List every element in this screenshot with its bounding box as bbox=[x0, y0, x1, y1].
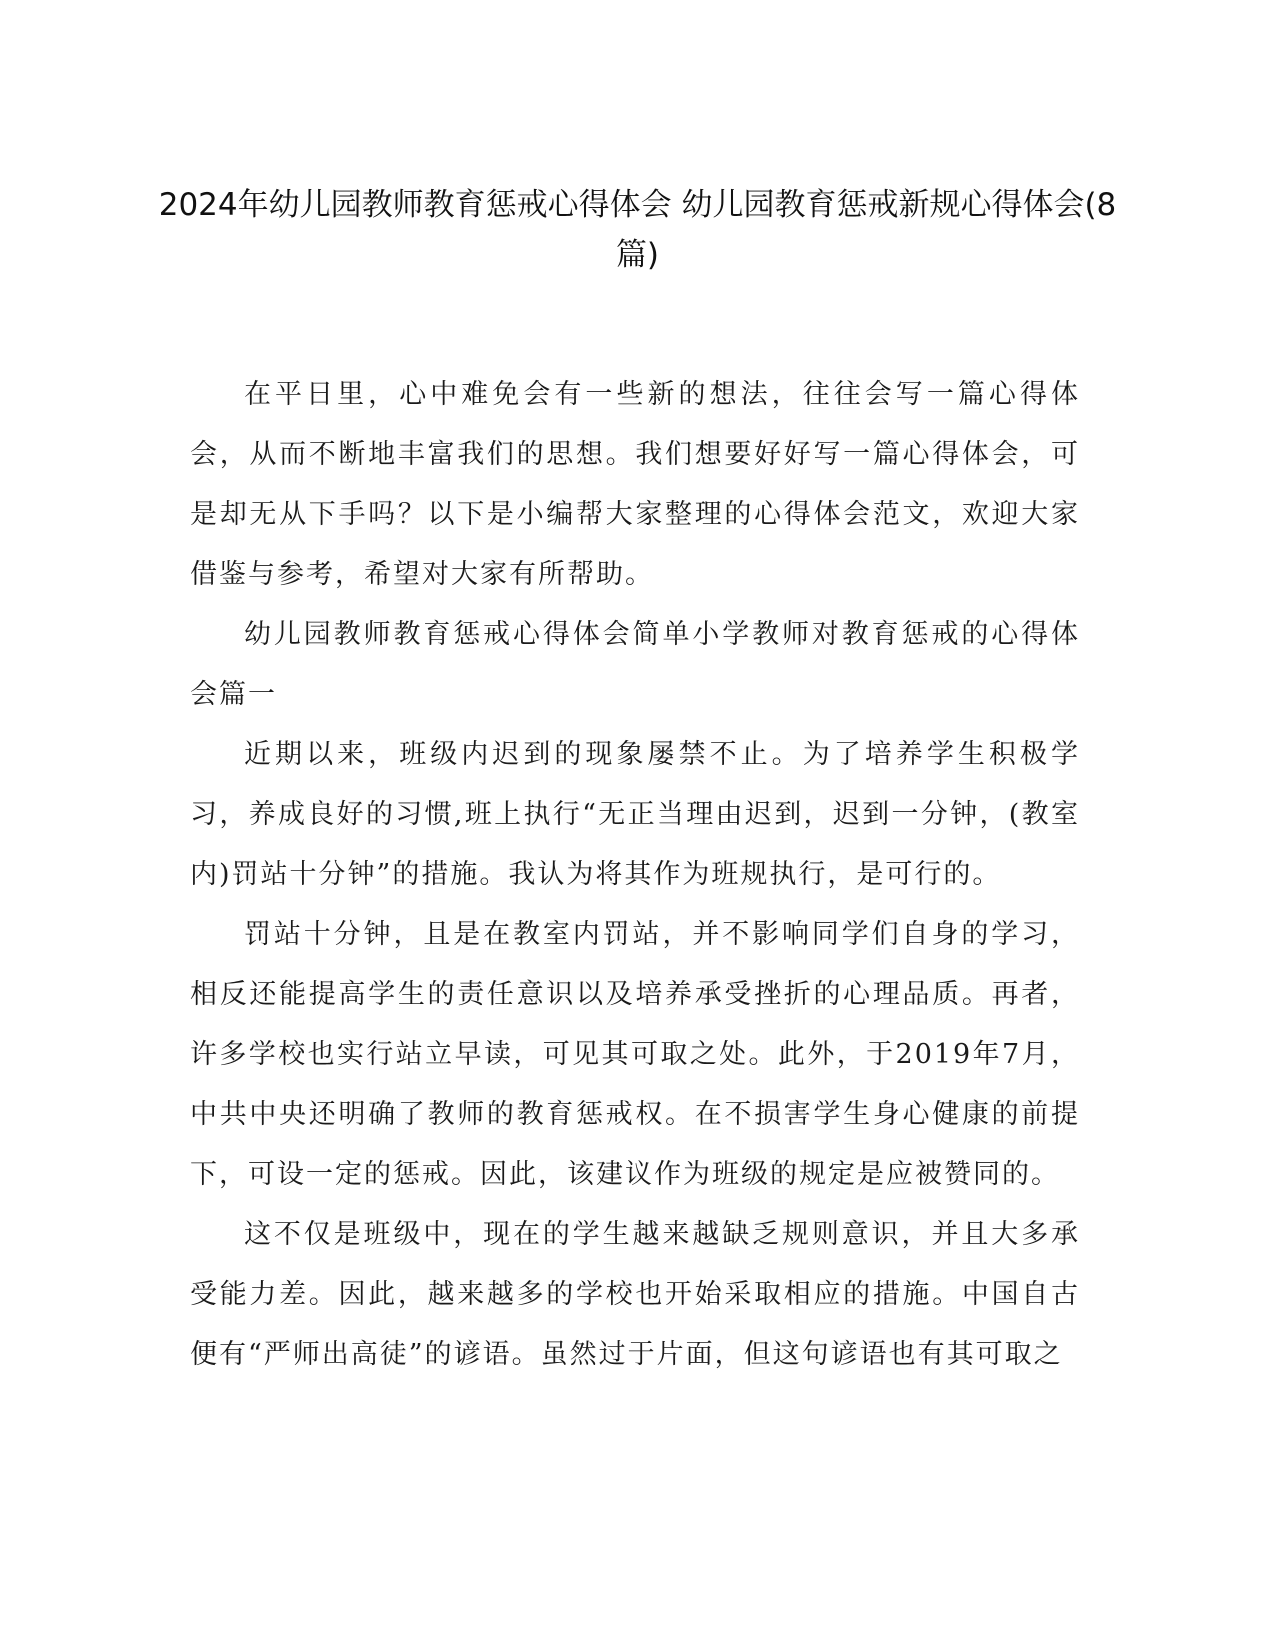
document-body bbox=[190, 365, 1080, 1385]
paragraph-lateness: 近期以来，班级内迟到的现象屡禁不止。为了培养学生积极学习，养成良好的习惯,班上执行“无正当理由迟到，迟到一分钟，(教室内)罚站十分钟”的措施。我认为将其作为班规执行，是可行的。 bbox=[190, 739, 1080, 890]
paragraph-standing-punishment: 罚站十分钟，且是在教室内罚站，并不影响同学们自身的学习，相反还能提高学生的责任意识以及培养承受挫折的心理品质。再者，许多学校也实行站立早读，可见其可取之处。此外，于2019年7月，中共中央还明确了教师的教育惩戒权。在不损害学生身心健康的前提下，可设一定的惩戒。因此，该建议作为班级的规定是应被赞同的。 bbox=[190, 919, 1080, 1190]
paragraph-rule-awareness: 这不仅是班级中，现在的学生越来越缺乏规则意识，并且大多承受能力差。因此，越来越多的学校也开始采取相应的措施。中国自古便有“严师出高徒”的谚语。虽然过于片面，但这句谚语也有其可取之 bbox=[190, 1219, 1080, 1370]
paragraph-intro: 在平日里，心中难免会有一些新的想法，往往会写一篇心得体会，从而不断地丰富我们的思想。我们想要好好写一篇心得体会，可是却无从下手吗？以下是小编帮大家整理的心得体会范文，欢迎大家借鉴与参考，希望对大家有所帮助。 bbox=[190, 379, 1080, 590]
document-title: 2024年幼儿园教师教育惩戒心得体会 幼儿园教育惩戒新规心得体会(8篇) bbox=[158, 187, 1117, 273]
paragraph-section-heading: 幼儿园教师教育惩戒心得体会简单小学教师对教育惩戒的心得体会篇一 bbox=[190, 619, 1080, 710]
